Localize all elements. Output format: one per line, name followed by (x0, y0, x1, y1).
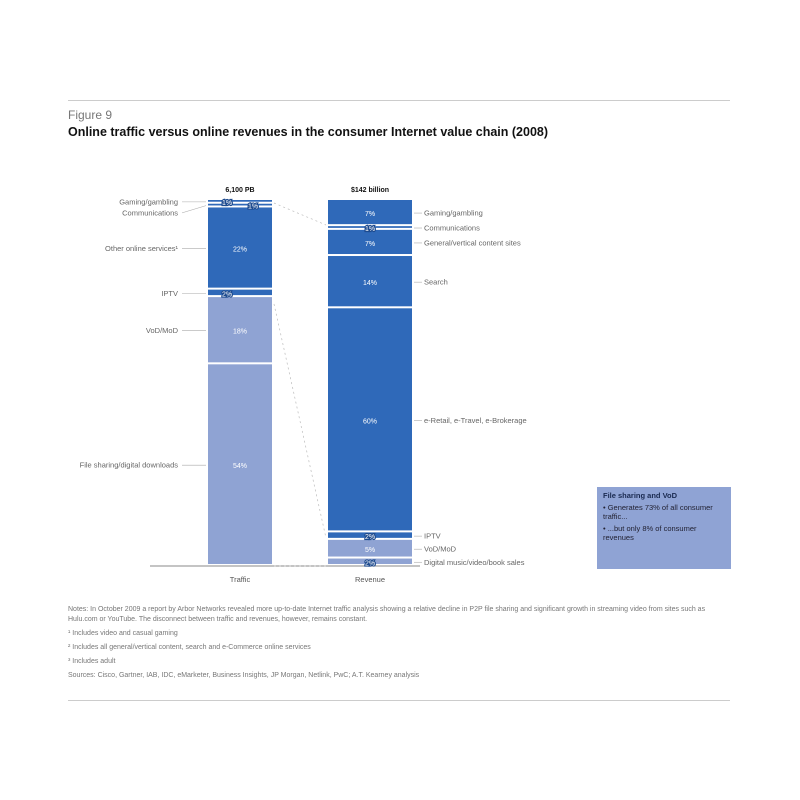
bar-total-label: 6,100 PB (225, 187, 255, 194)
segment-value-label: 5% (364, 547, 376, 555)
segment-value-label: 1% (364, 226, 376, 234)
note: ¹ Includes video and casual gaming (68, 630, 178, 637)
segment-category-label: File sharing/digital downloads (79, 460, 178, 470)
segment-value-label: 1% (247, 203, 259, 211)
bar-total-label: $142 billion (350, 187, 390, 194)
segment-category-label: e-Retail, e-Travel, e-Brokerage (424, 415, 527, 425)
segment-category-label: Gaming/gambling (119, 197, 178, 207)
legend-item: • Generates 73% of all consumer traffic... (603, 503, 713, 521)
connector-line (274, 203, 326, 225)
segment-value-label: 2% (364, 560, 376, 568)
legend-item: • ...but only 8% of consumer revenues (603, 524, 697, 542)
segment-category-label: IPTV (424, 531, 441, 541)
chart-title: Online traffic versus online revenues in the consumer Internet value chain (2008) (68, 125, 549, 139)
bottom-rule (68, 700, 730, 701)
note: Sources: Cisco, Gartner, IAB, IDC, eMarketer, Business Insights, JP Morgan, Netlink, PwC; A.T. Kearney analysis (68, 672, 420, 679)
leader-line (182, 206, 206, 213)
segment-category-label: Other online services¹ (105, 244, 178, 254)
segment-value-label: 14% (362, 280, 378, 288)
segment-value-label: 1% (221, 199, 233, 207)
note: Notes: In October 2009 a report by Arbor Networks revealed more up-to-date Internet traffic analysis showing a relative decline in P2P file sharing and significant growth in streaming video from sites such as Hulu.com or YouTube. The disconnect between traffic and revenues, however, remains constant. (68, 606, 706, 623)
segment-category-label: Search (424, 277, 448, 287)
bar-segment (208, 290, 272, 295)
bar-segment (208, 200, 272, 202)
segment-value-label: 2% (221, 291, 233, 299)
segment-value-label: 7% (364, 211, 376, 219)
segment-value-label: 54% (232, 463, 248, 471)
segment-category-label: VoD/MoD (145, 326, 178, 336)
segment-value-label: 2% (364, 534, 376, 542)
segment-value-label: 18% (232, 328, 248, 336)
bar-category-label: Revenue (354, 575, 386, 584)
note: ² Includes all general/vertical content, search and e-Commerce online services (68, 644, 311, 651)
segment-value-label: 22% (232, 246, 248, 254)
segment-category-label: Digital music/video/book sales (424, 557, 525, 567)
segment-value-label: 7% (364, 240, 376, 248)
segment-category-label: Communications (122, 208, 178, 218)
segment-category-label: IPTV (161, 288, 178, 298)
segment-value-label: 60% (362, 418, 378, 426)
notes (68, 605, 728, 681)
segment-category-label: VoD/MoD (424, 544, 457, 554)
bar-segment (208, 204, 272, 206)
legend-title: File sharing and VoD (603, 491, 678, 500)
connector-line (274, 304, 326, 538)
segment-category-label: General/vertical content sites (424, 238, 521, 248)
figure-label: Figure 9 (68, 108, 113, 122)
legend-box (597, 487, 731, 569)
bar-category-label: Traffic (229, 575, 251, 584)
segment-category-label: Gaming/gambling (424, 208, 483, 218)
segment-category-label: Communications (424, 223, 480, 233)
note: ³ Includes adult (68, 658, 116, 665)
